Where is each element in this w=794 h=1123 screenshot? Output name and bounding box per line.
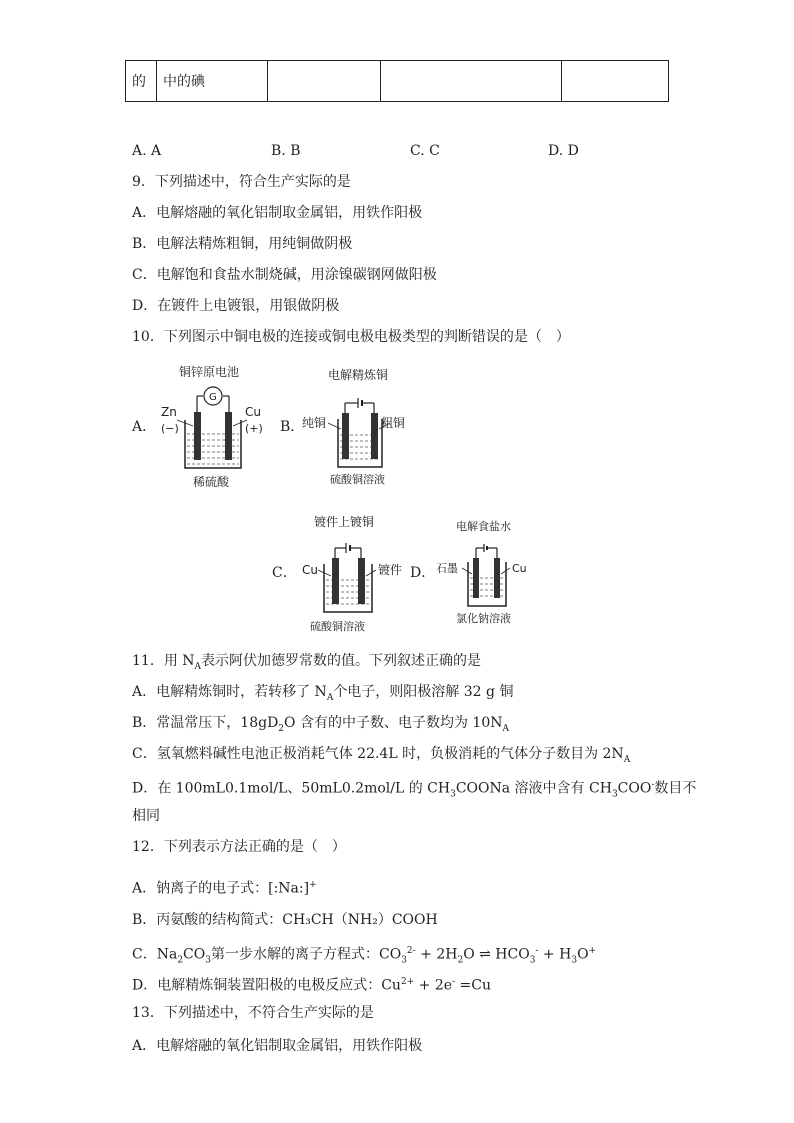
option-d: D．电解精炼铜装置阳极的电极反应式：$Cu^{2+} + 2e^- =Cu$ [132,977,492,994]
answer-table [125,60,669,102]
electrode-zn [194,412,201,460]
option-b: B．常温常压下，$18gD_2O$ 含有的中子数、电子数均为 $10N_A$ [132,715,509,734]
option-d: D．在镀件上电镀银，用银做阴极 [132,298,340,314]
svg-text:电解食盐水: 电解食盐水 [456,520,511,533]
electrolysis-refining-diagram [298,365,408,490]
option-d: D．在 100mL0.1mol/L、50mL0.2mol/L 的 $CH_3COONa$ 溶液中含有 $CH_3COO^-$数目不 [132,780,697,800]
option-b: B. B [271,143,301,159]
option-c: C．氢氧燃料碱性电池正极消耗气体 22.4L 时，负极消耗的气体分子数目为 $2N_A$ [132,746,631,765]
table-cell: 的 [126,61,157,102]
question-stem: 12．下列表示方法正确的是（ ） [132,839,346,855]
galvanic-cell-diagram [155,362,275,492]
svg-text:纯铜: 纯铜 [302,416,327,430]
option-c: C．$Na_2CO_3$第一步水解的离子方程式：$CO_3^{2-} + 2H_2O$ ⇌ $HCO_3^- + H_3O^+$ [132,946,597,966]
table-cell [562,61,669,102]
svg-text:G: G [209,392,217,403]
svg-text:镀件: 镀件 [378,563,403,577]
svg-text:石墨: 石墨 [436,562,458,575]
option-a-letter: A． [132,419,157,435]
question-stem: 10．下列图示中铜电极的连接或铜电极电极类型的判断错误的是（ ） [132,329,570,345]
option-a: A. A [132,143,162,159]
electrode-cu [225,412,232,460]
table-row [126,61,669,102]
question-stem: 9．下列描述中，符合生产实际的是 [132,174,351,190]
svg-text:Zn: Zn [161,405,177,419]
svg-text:Cu: Cu [245,405,261,419]
option-c: C. C [410,143,440,159]
option-a: A．电解精炼铜时，若转移了 $N_A$个电子，则阳极溶解 32 g 铜 [132,684,514,703]
option-a: A．电解熔融的氧化铝制取金属铝，用铁作阳极 [132,1038,423,1054]
option-c-letter: C． [272,565,297,581]
svg-text:镀件上镀铜: 镀件上镀铜 [314,515,375,529]
table-cell [268,61,381,102]
option-a: A．钠离子的电子式：[:Na:]+ [132,880,317,897]
svg-text:Cu: Cu [302,563,318,577]
option-b: B．丙氨酸的结构简式：CH₃CH（NH₂）COOH [132,912,438,928]
option-a: A．电解熔融的氧化铝制取金属铝，用铁作阳极 [132,205,423,221]
svg-text:(+): (+) [245,422,263,435]
option-d-letter: D． [410,565,436,581]
table-cell: 中的碘 [157,61,268,102]
question-stem: 11．用 $N_A$表示阿伏加德罗常数的值。下列叙述正确的是 [132,653,482,672]
svg-text:硫酸铜溶液: 硫酸铜溶液 [330,473,385,486]
option-b-letter: B． [280,419,305,435]
option-d: D. D [548,143,579,159]
table-cell [381,61,562,102]
figure-title: 铜锌原电池 [179,365,240,379]
electroplating-diagram [298,512,413,637]
svg-text:氯化钠溶液: 氯化钠溶液 [456,612,511,625]
brine-electrolysis-diagram [432,516,532,631]
svg-text:电解精炼铜: 电解精炼铜 [328,368,389,382]
option-d-continued: 相同 [132,808,160,824]
question-stem: 13．下列描述中，不符合生产实际的是 [132,1005,374,1021]
option-c: C．电解饱和食盐水制烧碱，用涂镍碳钢网做阳极 [132,267,437,283]
svg-text:Cu: Cu [512,562,527,575]
svg-text:(−): (−) [161,422,179,435]
svg-text:硫酸铜溶液: 硫酸铜溶液 [310,620,365,633]
svg-text:稀硫酸: 稀硫酸 [193,475,230,489]
svg-text:粗铜: 粗铜 [381,416,406,430]
beaker-icon [185,420,241,468]
option-b: B．电解法精炼粗铜，用纯铜做阴极 [132,236,353,252]
